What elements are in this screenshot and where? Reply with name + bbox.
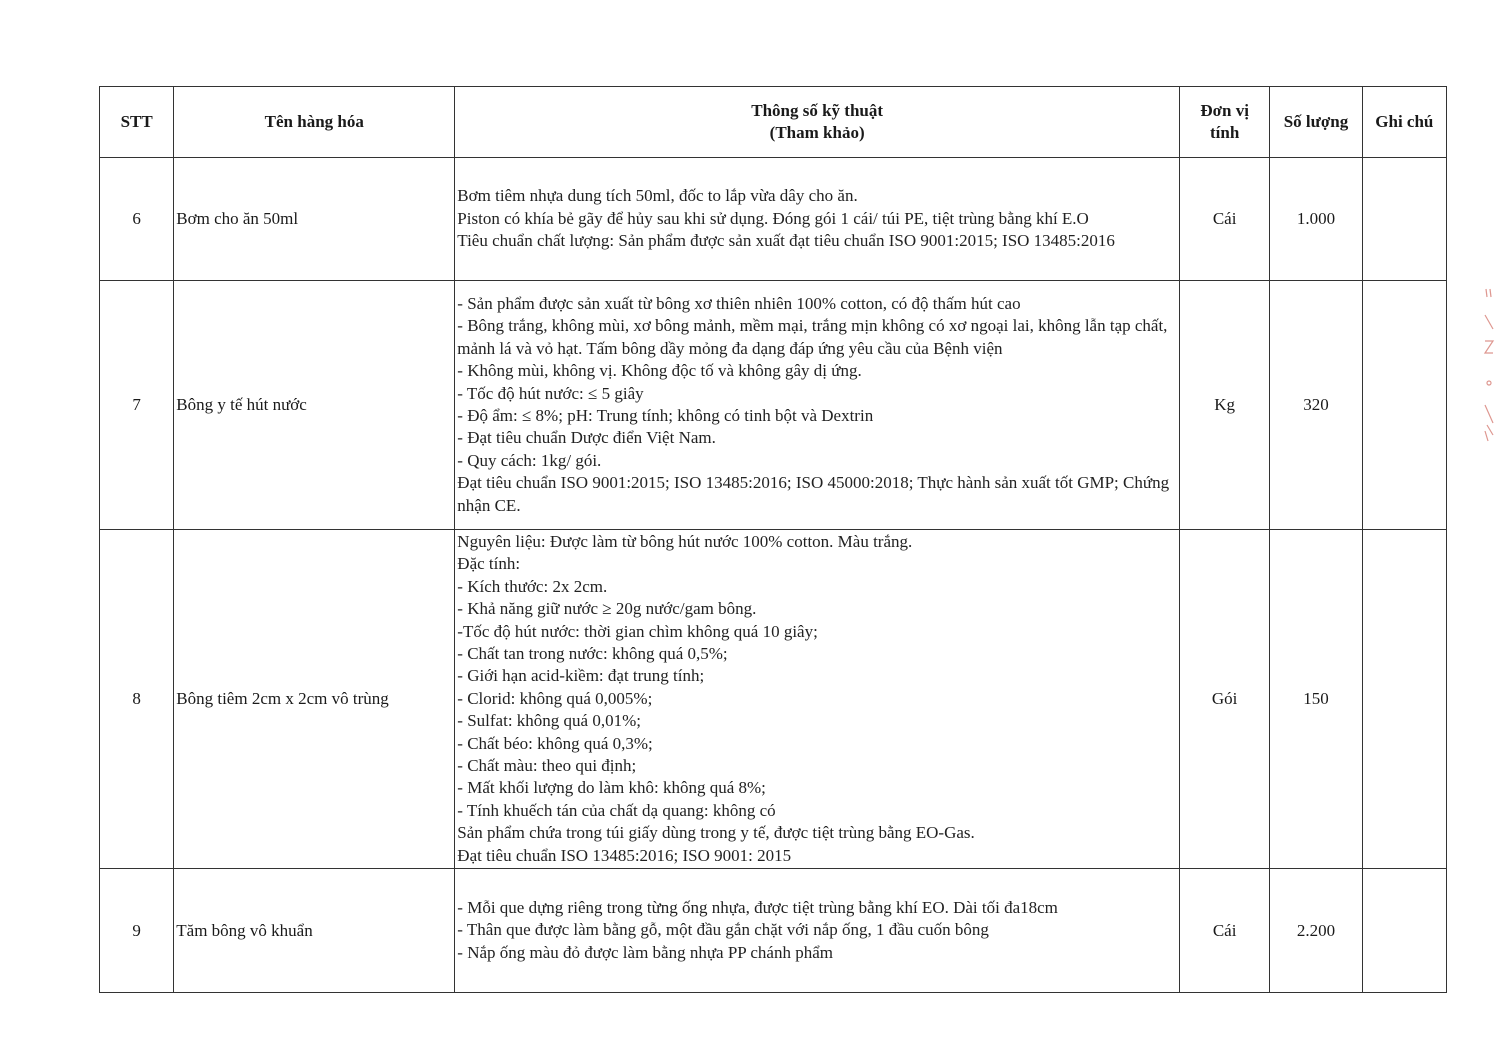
cell-spec bbox=[455, 530, 1180, 869]
cell-stt: 9 bbox=[100, 869, 174, 993]
table-row bbox=[100, 281, 1447, 530]
spec-line: - Bông trắng, không mùi, xơ bông mảnh, mềm mại, trắng mịn không có xơ ngoại lai, không lẫn tạp chất, mảnh lá và vỏ hạt. Tấm bông dầy mỏng đa dạng đáp ứng yêu cầu của Bệnh viện bbox=[457, 316, 1168, 358]
cell-note bbox=[1362, 158, 1446, 281]
spec-line: - Không mùi, không vị. Không độc tố và không gây dị ứng. bbox=[457, 361, 862, 381]
cell-note bbox=[1362, 869, 1446, 993]
table-row bbox=[100, 158, 1447, 281]
cell-qty: 150 bbox=[1270, 530, 1362, 869]
spec-line: - Nắp ống màu đỏ được làm bằng nhựa PP chánh phẩm bbox=[457, 942, 833, 962]
header-spec bbox=[455, 87, 1180, 158]
header-name: Tên hàng hóa bbox=[174, 87, 455, 158]
spec-line: - Tính khuếch tán của chất dạ quang: không có bbox=[457, 800, 776, 820]
cell-qty: 320 bbox=[1270, 281, 1362, 530]
header-stt: STT bbox=[100, 87, 174, 158]
cell-note bbox=[1362, 530, 1446, 869]
cell-spec bbox=[455, 158, 1180, 281]
table-header-row bbox=[100, 87, 1447, 158]
header-unit-line2: tính bbox=[1210, 123, 1240, 142]
spec-line: - Chất béo: không quá 0,3%; bbox=[457, 733, 653, 753]
header-qty: Số lượng bbox=[1270, 87, 1362, 158]
header-note: Ghi chú bbox=[1362, 87, 1446, 158]
header-spec-line1: Thông số kỹ thuật bbox=[751, 101, 884, 120]
spec-line: Đạt tiêu chuẩn ISO 9001:2015; ISO 13485:2016; ISO 45000:2018; Thực hành sản xuất tốt GMP; Chứng nhận CE. bbox=[457, 473, 1170, 515]
cell-spec bbox=[455, 281, 1180, 530]
cell-qty: 1.000 bbox=[1270, 158, 1362, 281]
cell-unit: Cái bbox=[1179, 869, 1269, 993]
cell-name: Bơm cho ăn 50ml bbox=[174, 158, 455, 281]
spec-line: - Chất tan trong nước: không quá 0,5%; bbox=[457, 643, 728, 663]
spec-line: Sản phẩm chứa trong túi giấy dùng trong y tế, được tiệt trùng bằng EO-Gas. bbox=[457, 823, 975, 843]
spec-line: - Sulfat: không quá 0,01%; bbox=[457, 711, 641, 731]
cell-unit: Gói bbox=[1179, 530, 1269, 869]
table-row bbox=[100, 530, 1447, 869]
spec-line: - Giới hạn acid-kiềm: đạt trung tính; bbox=[457, 666, 705, 686]
cell-unit: Kg bbox=[1179, 281, 1269, 530]
spec-line: - Đạt tiêu chuẩn Dược điển Việt Nam. bbox=[457, 428, 716, 448]
margin-stamp-icon bbox=[1482, 285, 1496, 445]
spec-line: - Kích thước: 2x 2cm. bbox=[457, 576, 608, 596]
cell-name: Bông y tế hút nước bbox=[174, 281, 455, 530]
spec-line: Tiêu chuẩn chất lượng: Sản phẩm được sản xuất đạt tiêu chuẩn ISO 9001:2015; ISO 13485:2016 bbox=[457, 231, 1115, 251]
spec-line: Nguyên liệu: Được làm từ bông hút nước 100% cotton. Màu trắng. bbox=[457, 531, 913, 551]
spec-line: - Tốc độ hút nước: ≤ 5 giây bbox=[457, 383, 644, 403]
spec-line: - Clorid: không quá 0,005%; bbox=[457, 688, 653, 708]
spec-line: Đạt tiêu chuẩn ISO 13485:2016; ISO 9001: 2015 bbox=[457, 845, 792, 865]
spec-line: - Thân que được làm bằng gỗ, một đầu gắn chặt với nắp ống, 1 đầu cuốn bông bbox=[457, 920, 989, 940]
header-unit bbox=[1179, 87, 1269, 158]
cell-note bbox=[1362, 281, 1446, 530]
cell-name: Bông tiêm 2cm x 2cm vô trùng bbox=[174, 530, 455, 869]
margin-stamp-mark bbox=[1482, 285, 1496, 445]
spec-line: Bơm tiêm nhựa dung tích 50ml, đốc to lắp vừa dây cho ăn. bbox=[457, 186, 858, 206]
cell-stt: 7 bbox=[100, 281, 174, 530]
specification-table bbox=[99, 86, 1447, 993]
header-unit-line1: Đơn vị bbox=[1200, 101, 1249, 120]
cell-stt: 6 bbox=[100, 158, 174, 281]
spec-line: Đặc tính: bbox=[457, 554, 521, 574]
spec-line: - Quy cách: 1kg/ gói. bbox=[457, 450, 602, 470]
header-spec-line2: (Tham khảo) bbox=[769, 123, 865, 142]
table-row bbox=[100, 869, 1447, 993]
spec-line: - Khả năng giữ nước ≥ 20g nước/gam bông. bbox=[457, 599, 757, 619]
cell-spec bbox=[455, 869, 1180, 993]
cell-qty: 2.200 bbox=[1270, 869, 1362, 993]
spec-line: Piston có khía bẻ gãy để hủy sau khi sử dụng. Đóng gói 1 cái/ túi PE, tiệt trùng bằng khí E.O bbox=[457, 208, 1089, 228]
cell-name: Tăm bông vô khuẩn bbox=[174, 869, 455, 993]
spec-line: -Tốc độ hút nước: thời gian chìm không quá 10 giây; bbox=[457, 621, 818, 641]
spec-line: - Chất màu: theo qui định; bbox=[457, 756, 637, 776]
spec-line: - Sản phẩm được sản xuất từ bông xơ thiên nhiên 100% cotton, có độ thấm hút cao bbox=[457, 293, 1021, 313]
cell-unit: Cái bbox=[1179, 158, 1269, 281]
spec-line: - Mất khối lượng do làm khô: không quá 8%; bbox=[457, 778, 766, 798]
spec-line: - Độ ẩm: ≤ 8%; pH: Trung tính; không có tinh bột và Dextrin bbox=[457, 406, 874, 425]
cell-stt: 8 bbox=[100, 530, 174, 869]
spec-line: - Mỗi que dựng riêng trong từng ống nhựa, được tiệt trùng bằng khí EO. Dài tối đa18cm bbox=[457, 897, 1058, 917]
